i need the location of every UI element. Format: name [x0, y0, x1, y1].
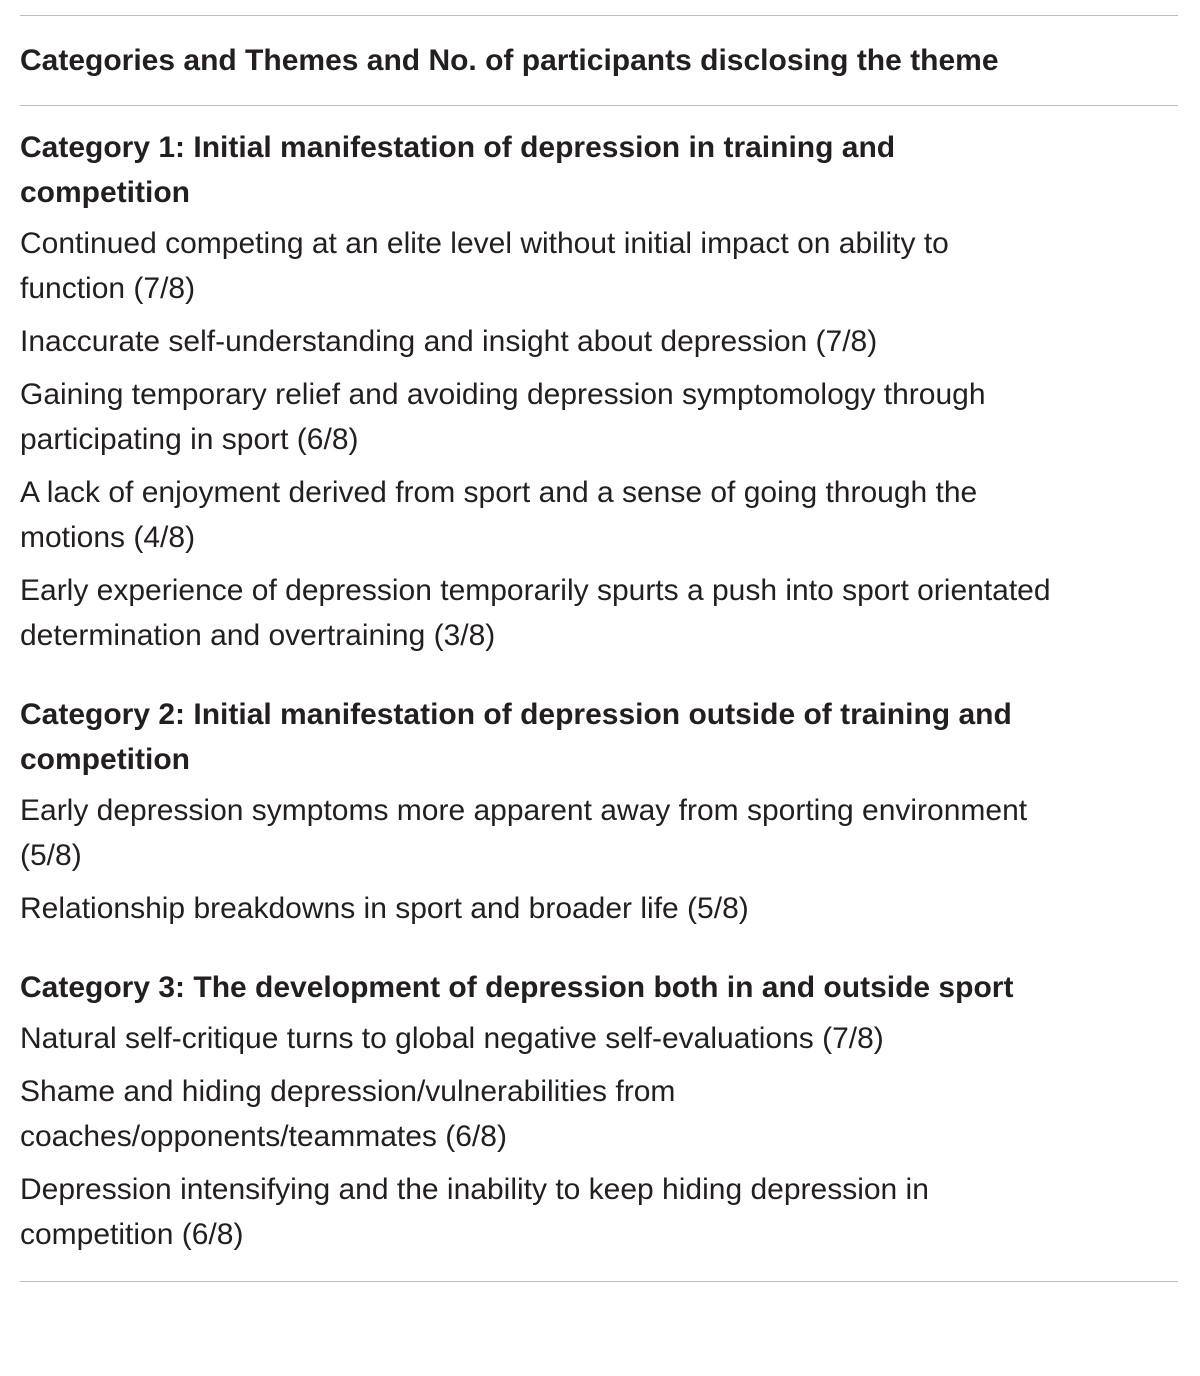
- table-header: Categories and Themes and No. of participants disclosing the theme: [20, 44, 999, 77]
- theme-row: Early experience of depression temporarily spurts a push into sport orientated determination and overtraining (3/8): [20, 574, 1051, 652]
- category-2-section: [20, 692, 1178, 931]
- bottom-rule: [20, 1281, 1178, 1282]
- theme-row: Inaccurate self-understanding and insight about depression (7/8): [20, 325, 878, 358]
- table-spacer: [20, 1265, 1178, 1281]
- category-3-title: Category 3: The development of depression both in and outside sport: [20, 971, 1014, 1004]
- category-2-title: Category 2: Initial manifestation of depression outside of training and competition: [20, 698, 1012, 776]
- category-3-section: [20, 965, 1178, 1257]
- category-1-section: [20, 125, 1178, 658]
- header-rule: [20, 105, 1178, 106]
- theme-row: Shame and hiding depression/vulnerabilities from coaches/opponents/teammates (6/8): [20, 1075, 676, 1153]
- theme-row: Relationship breakdowns in sport and broader life (5/8): [20, 892, 749, 925]
- theme-row: Natural self-critique turns to global negative self-evaluations (7/8): [20, 1022, 884, 1055]
- theme-row: Depression intensifying and the inability to keep hiding depression in competition (6/8): [20, 1173, 929, 1251]
- theme-row: Gaining temporary relief and avoiding depression symptomology through participating in sport (6/8): [20, 378, 986, 456]
- theme-row: A lack of enjoyment derived from sport and a sense of going through the motions (4/8): [20, 476, 978, 554]
- theme-row: Early depression symptoms more apparent away from sporting environment (5/8): [20, 794, 1028, 872]
- themes-table: [20, 15, 1178, 1282]
- category-1-title: Category 1: Initial manifestation of depression in training and competition: [20, 131, 896, 209]
- theme-row: Continued competing at an elite level without initial impact on ability to function (7/8): [20, 227, 949, 305]
